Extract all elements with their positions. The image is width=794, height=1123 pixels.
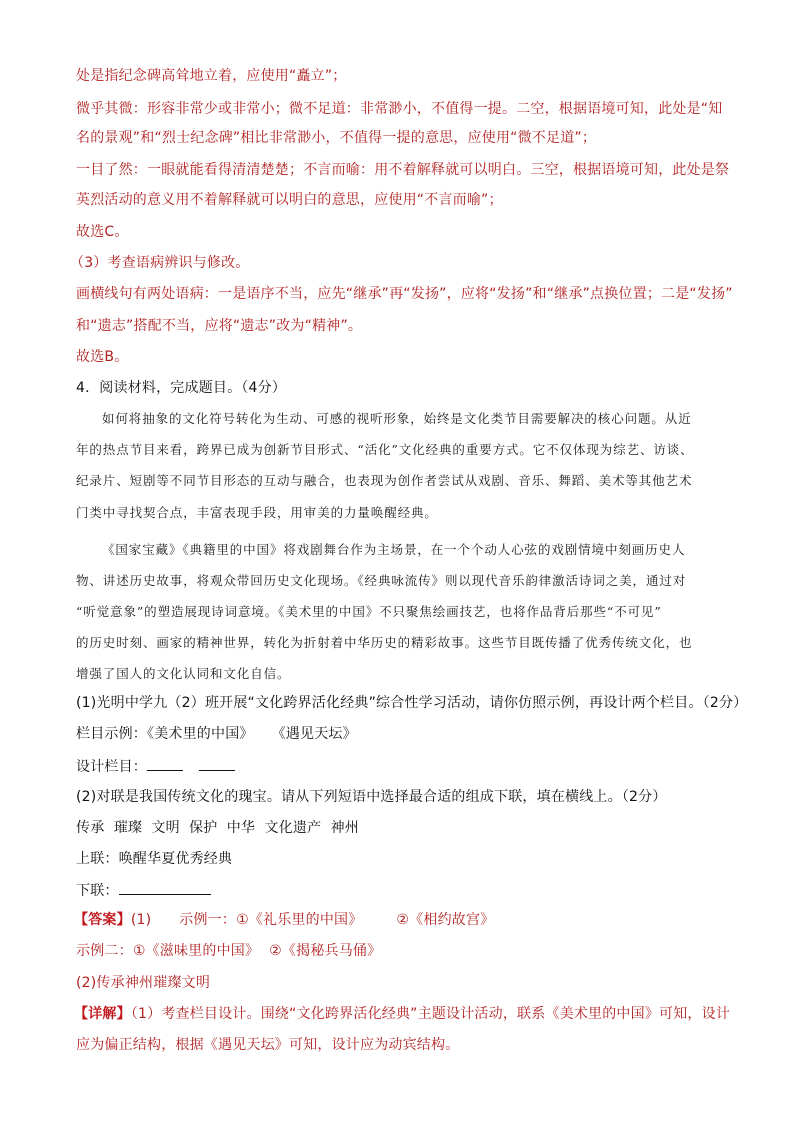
detail-tag: 【详解】 (74, 1006, 131, 1022)
passage-line: 增强了国人的文化认同和文化自信。 (76, 666, 291, 681)
explanation-line: 故选C。 (76, 224, 129, 240)
explanation-line: 画横线句有两处语病：一是语序不当，应先“继承”再“发扬”，应将“发扬”和“继承”点换位置；二是“发扬” (76, 286, 733, 302)
passage-line: 《国家宝藏》《典籍里的中国》将戏剧舞台作为主场景，在一个个动人心弦的戏剧情境中刻画历史人 (102, 542, 686, 557)
answer-tag: 【答案】 (74, 912, 131, 928)
answer-part-1: (1) (130, 912, 152, 928)
explanation-line: （3）考查语病辨识与修改。 (70, 255, 250, 271)
example-b: 《遇见天坛》 (271, 726, 357, 742)
passage-line: 物、讲述历史故事，将观众带回历史文化现场。《经典咏流传》则以现代音乐韵律激活诗词之美，通过对 (76, 573, 687, 588)
design-line (76, 756, 736, 777)
detail-line (74, 1004, 734, 1024)
example-a: 《美术里的中国》 (147, 726, 254, 742)
passage-line: 的历史时刻、画家的精神世界，转化为折射着中华历史的精彩故事。这些节目既传播了优秀传统文化，也 (76, 635, 693, 650)
example-two-label: 示例二： (76, 943, 133, 959)
example-one-a: ①《礼乐里的中国》 (236, 912, 363, 928)
lower-couplet-blank[interactable] (119, 880, 211, 895)
explanation-line: 和“遗志”搭配不当，应将“遗志”改为“精神”。 (76, 318, 363, 334)
answer-example-two (76, 941, 736, 961)
detail-line-2: 应为偏正结构，根据《遇见天坛》可知，设计应为动宾结构。 (76, 1037, 460, 1053)
explanation-line: 微乎其微：形容非常少或非常小；微不足道：非常渺小，不值得一提。二空，根据语境可知，此处是“知 (76, 101, 723, 117)
answer-part-2: (2)传承神州璀璨文明 (76, 975, 211, 991)
passage-line: “听觉意象”的塑造展现诗词意境。《美术里的中国》不只聚焦绘画技艺，也将作品背后那些“不可见” (76, 604, 662, 619)
example-one-label: 示例一： (179, 912, 237, 928)
question-heading: 4．阅读材料，完成题目。（4分） (76, 380, 287, 396)
explanation-line: 名的景观”和“烈士纪念碑”相比非常渺小，不值得一提的意思，应使用“微不足道”； (76, 130, 597, 146)
example-one-b: ②《相约故宫》 (396, 912, 495, 928)
passage-line: 门类中寻找契合点，丰富表现手段，用审美的力量唤醒经典。 (76, 505, 438, 520)
design-blank-2[interactable] (199, 756, 235, 771)
upper-text: 唤醒华夏优秀经典 (118, 851, 233, 867)
lower-couplet (76, 880, 736, 901)
passage-line: 年的热点节目来看，跨界已成为创新节目形式、“活化”文化经典的重要方式。它不仅体现为综艺、访谈、 (76, 442, 694, 457)
phrase-options: 传承 璀璨 文明 保护 中华 文化遗产 神州 (76, 820, 360, 836)
answer-line (74, 910, 734, 930)
example-label: 栏目示例： (76, 726, 147, 742)
sub-question-1: (1)光明中学九（2）班开展“文化跨界活化经典”综合性学习活动，请你仿照示例，再设计两个栏目。（2分） (76, 695, 748, 711)
explanation-line: 故选B。 (76, 349, 129, 365)
design-blank-1[interactable] (147, 756, 183, 771)
example-two-b: ②《揭秘兵马俑》 (269, 943, 382, 959)
lower-label: 下联： (76, 883, 119, 899)
passage-line: 如何将抽象的文化符号转化为生动、可感的视听形象，始终是文化类节目需要解决的核心问题。从近 (102, 411, 692, 426)
example-two-a: ①《滋味里的中国》 (132, 943, 260, 959)
explanation-line: 一目了然：一眼就能看得清清楚楚；不言而喻：用不着解释就可以明白。三空，根据语境可知，此处是祭 (76, 162, 730, 178)
upper-label: 上联： (76, 851, 119, 867)
design-label: 设计栏目： (76, 759, 147, 775)
sub-question-2: (2)对联是我国传统文化的瑰宝。请从下列短语中选择最合适的组成下联，填在横线上。（2分） (76, 789, 667, 805)
explanation-line: 英烈活动的意义用不着解释就可以明白的意思，应使用“不言而喻”； (76, 192, 503, 208)
explanation-line: 处是指纪念碑高耸地立着，应使用“矗立”； (76, 68, 347, 84)
passage-line: 纪录片、短剧等不同节目形态的互动与融合，也表现为创作者尝试从戏剧、音乐、舞蹈、美术等其他艺术 (76, 473, 693, 488)
example-line (76, 724, 736, 744)
upper-couplet (76, 849, 736, 869)
detail-text: （1）考查栏目设计。围绕“文化跨界活化经典”主题设计活动，联系《美术里的中国》可知，设计 (130, 1006, 731, 1022)
